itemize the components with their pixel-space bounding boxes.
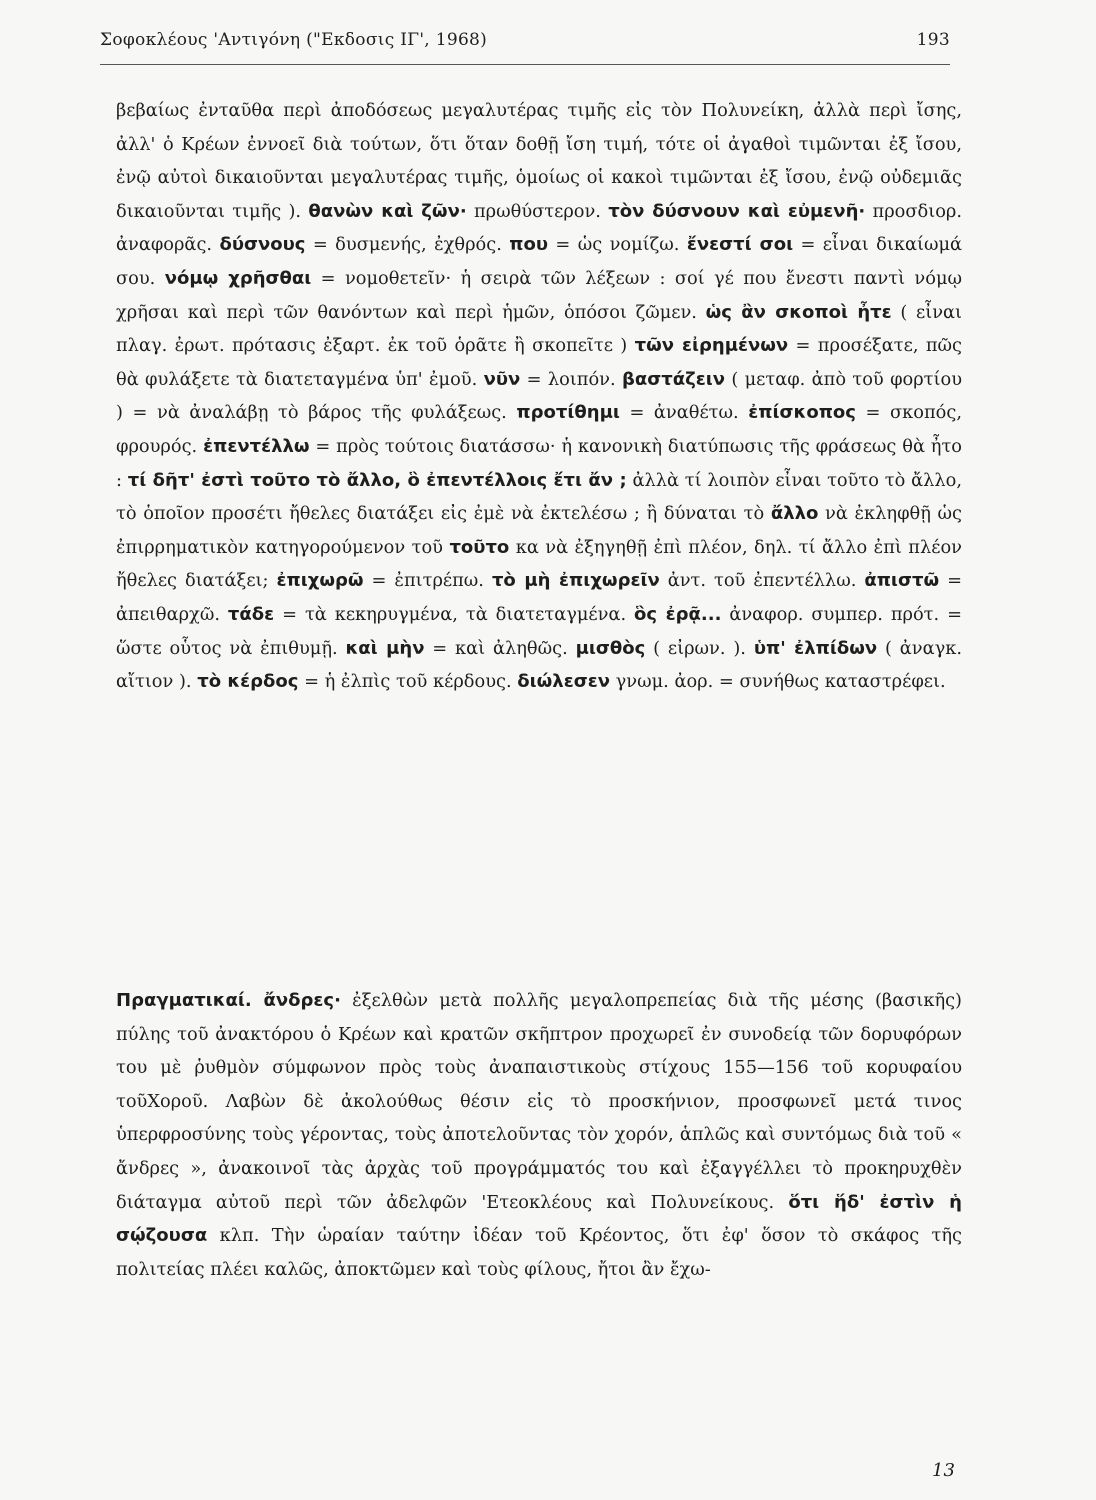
lemma-term: τὸν δύσνουν καὶ εὐμενῆ·	[608, 200, 866, 222]
lemma-term: που	[509, 234, 549, 256]
signature-mark: 13	[932, 1460, 955, 1481]
gloss-text: = πρὸς τούτοις διατάσσω· ἡ κανονικὴ διατύπωσις τῆς φράσεως θὰ ἦτο :	[116, 435, 963, 491]
commentary-paragraph-1	[116, 94, 962, 699]
lemma-term: διώλεσεν	[517, 671, 611, 693]
gloss-text: = εἶναι δικαίωμά σου.	[116, 234, 963, 289]
lemma-term: ἄλλο	[770, 503, 819, 525]
gloss-text: = ἀναθέτω.	[619, 402, 749, 424]
gloss-text: ἀναφορ. συμπερ. πρότ. = ὥστε οὗτος νὰ ἐπιθυμῇ.	[116, 603, 962, 659]
gloss-text: = ἡ ἐλπὶς τοῦ κέρδους.	[298, 671, 518, 693]
gloss-text: = ἐπιτρέπω.	[363, 570, 492, 592]
lemma-term: ὑπ' ἐλπίδων	[753, 637, 878, 659]
gloss-text: = σκοπός, φρουρός.	[116, 402, 962, 457]
running-head	[100, 30, 950, 50]
lemma-term: βαστάζειν	[621, 368, 726, 390]
lemma-term: προτίθημι	[516, 402, 620, 424]
lemma-term: δύσνους	[219, 234, 306, 256]
gloss-text: ( εἰρων. ).	[645, 637, 754, 659]
gloss-text: = τὰ κεκηρυγμένα, τὰ διατεταγμένα.	[274, 603, 635, 625]
lemma-term: ἔνεστί σοι	[686, 234, 794, 256]
gloss-text: ἐξελθὼν μετὰ πολλῆς μεγαλοπρεπείας διὰ τῆς μέσης (βασικῆς) πύλης τοῦ ἀνακτόρου ὁ Κρέων καὶ κρατῶν σκῆπτρον προχωρεῖ ἐν συνοδείᾳ τῶν δορυφόρων του μὲ ῥυθμὸν σύμφωνον πρὸς τοὺς ἀναπαιστικοὺς στίχους 155—156 τοῦ κορυφαίου τοῦΧοροῦ. Λαβὼν δὲ ἀκολούθως θέσιν εἰς τὸ προσκήνιον, προσφωνεῖ μετά τινος ὑπερφροσύνης τοὺς γέροντας, τοὺς ἀποτελοῦντας τὸν χορόν, ἁπλῶς καὶ συντόμως διὰ τοῦ « ἄνδρες », ἀνακοινοῖ τὰς ἀρχὰς τοῦ προγράμματός του καὶ ἐξαγγέλλει τὸ προκηρυχθὲν διάταγμα αὐτοῦ περὶ τῶν ἀδελφῶν 'Ετεοκλέους καὶ Πολυνείκους.	[116, 990, 962, 1213]
lemma-term: καὶ μὴν	[345, 637, 425, 659]
gloss-text: = προσέξατε, πῶς θὰ φυλάξετε τὰ διατεταγμένα ὑπ' ἐμοῦ.	[116, 335, 963, 390]
gloss-text: = ὡς νομίζω.	[548, 234, 687, 256]
lemma-term: ἀπιστῶ	[864, 570, 940, 592]
gloss-text: βεβαίως ἐνταῦθα περὶ ἀποδόσεως μεγαλυτέρας τιμῆς εἰς τὸν Πολυνείκη, ἀλλὰ περὶ ἴσης, ἀλλ' ὁ Κρέων ἐννοεῖ διὰ τούτων, ὅτι ὅταν δοθῇ ἴση τιμή, τότε οἱ ἀγαθοὶ τιμῶνται ἐξ ἴσου, ἐνῷ αὐτοὶ δικαιοῦνται μεγαλυτέρας τιμῆς, ὁμοίως οἱ κακοὶ τιμῶνται ἐξ ἴσου, ἐνῷ οὐδεμιᾶς δικαιοῦνται τιμῆς ).	[116, 100, 962, 222]
lemma-term: μισθὸς	[575, 637, 646, 659]
gloss-text: = καὶ ἀληθῶς.	[424, 637, 576, 659]
lemma-term: τάδε	[227, 603, 275, 625]
lemma-term: τοῦτο	[449, 536, 510, 558]
running-title: Σοφοκλέους 'Αντιγόνη ("Εκδοσις ΙΓ', 1968)	[100, 30, 488, 50]
lemma-term: ἐπίσκοπος	[748, 402, 856, 424]
gloss-text: γνωμ. ἀορ. = συνήθως καταστρέφει.	[610, 671, 946, 693]
lemma-term: θανὼν καὶ ζῶν·	[308, 200, 467, 222]
lemma-term: τῶν εἰρημένων	[634, 335, 789, 357]
lemma-term: Πραγματικαί. ἄνδρες·	[116, 990, 341, 1011]
lemma-term: τί δῆτ' ἐστὶ τοῦτο τὸ ἄλλο, ὃ ἐπεντέλλοις ἔτι ἄν ;	[127, 469, 627, 491]
gloss-text: προσδιορ. ἀναφορᾶς.	[116, 200, 963, 256]
lemma-term: τὸ μὴ ἐπιχωρεῖν	[491, 570, 660, 592]
header-rule	[100, 64, 950, 65]
lemma-term: ὃς ἐρᾷ...	[634, 603, 722, 625]
gloss-text: = νομοθετεῖν· ἡ σειρὰ τῶν λέξεων : σοί γέ που ἔνεστι παντὶ νόμῳ χρῆσαι καὶ περὶ τῶν θανόντων καὶ περὶ ἡμῶν, ὁπόσοι ζῶμεν.	[116, 267, 962, 323]
lemma-term: ὡς ἂν σκοποὶ ἦτε	[705, 301, 892, 323]
gloss-text: ( ἀναγκ. αἴτιον ).	[116, 637, 962, 693]
gloss-text: = δυσμενής, ἐχθρός.	[305, 234, 510, 256]
lemma-term: ἐπιχωρῶ	[276, 570, 364, 592]
gloss-text: ἀλλὰ τί λοιπὸν εἶναι τοῦτο τὸ ἄλλο, τὸ ὁποῖον προσέτι ἤθελες διατάξει εἰς ἐμὲ νὰ ἐκτελέσω ; ἢ δύναται τὸ	[116, 469, 962, 525]
gloss-text: κα νὰ ἐξηγηθῇ ἐπὶ πλέον, δηλ. τί ἄλλο ἐπὶ πλέον ἤθελες διατάξει;	[116, 536, 962, 592]
lemma-term: τὸ κέρδος	[197, 671, 299, 693]
gloss-text: = λοιπόν.	[520, 368, 622, 390]
gloss-text: ἀντ. τοῦ ἐπεντέλλω.	[659, 570, 865, 592]
gloss-text: = ἀπειθαρχῶ.	[116, 570, 962, 625]
lemma-term: ὅτι ἥδ' ἐστὶν ἡ σῴζουσα	[116, 1191, 962, 1247]
lemma-term: νόμῳ χρῆσθαι	[164, 267, 312, 289]
gloss-text: ( μεταφ. ἀπὸ τοῦ φορτίου ) = νὰ ἀναλάβῃ τὸ βάρος τῆς φυλάξεως.	[116, 368, 962, 424]
lemma-term: νῦν	[483, 368, 521, 390]
gloss-text: νὰ ἐκληφθῇ ὡς ἐπιρρηματικὸν κατηγορούμενον τοῦ	[116, 503, 962, 558]
commentary-paragraph-2	[116, 984, 962, 1286]
gloss-text: ( εἶναι πλαγ. ἐρωτ. πρότασις ἐξαρτ. ἐκ τοῦ ὁρᾶτε ἢ σκοπεῖτε )	[116, 301, 962, 357]
lemma-term: ἐπεντέλλω	[203, 435, 310, 457]
gloss-text: πρωθύστερον.	[466, 200, 609, 222]
gloss-text: κλπ. Τὴν ὡραίαν ταύτην ἰδέαν τοῦ Κρέοντος, ὅτι ἐφ' ὅσον τὸ σκάφος τῆς πολιτείας πλέει καλῶς, ἀποκτῶμεν καὶ τοὺς φίλους, ἤτοι ἂν ἔχω-	[116, 1225, 962, 1280]
page-number: 193	[916, 30, 950, 50]
